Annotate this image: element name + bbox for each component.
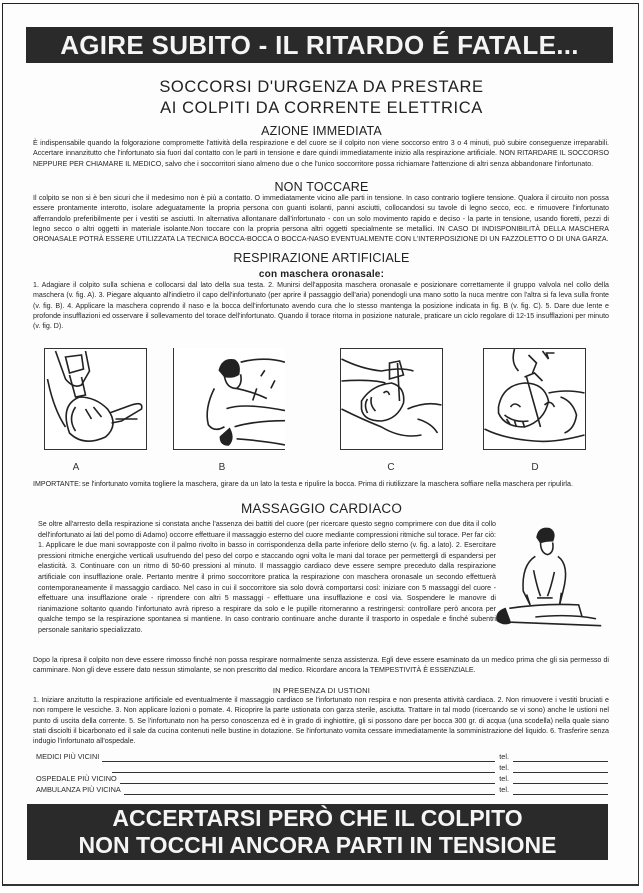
contact-label-ambulanza: AMBULANZA PIÙ VICINA: [36, 785, 121, 794]
non-toccare-text: Il colpito se non si è ben sicuri che il medesimo non è più a contatto. O immediatamente vicino alle parti in tensione. In caso contrario togliere tensione. Qualora il circuito non possa essere prontamente interotto, isolare adeguatamente la propria persona con guanti isolanti, panni asciutti, collocandosi su tavole di legno secco, ecc. e rimuovere l'infortunato afferrandolo preferibilmente per i vestiti se asciutti. In alternativa allontanare dall'infortunato - con un solo movimento rapido e deciso - la parte in tensione, usando fioretti, pezzi di legno secco o altri oggetti in materiale isolante.Non toccare con la propria persona altri oggetti specialmente se metallici. IN CASO DI INDISPONIBILITÀ DELLA MASCHERA ORONASALE POTRÀ ESSERE UTILIZZATA LA TECNICA BOCCA-BOCCA O BOCCA-NASO EVENTUALMENTE CON L'INTERPOSIZIONE DI UN FAZZOLETTO O DI UNA GARZA.: [33, 194, 609, 244]
tel-label-ambulanza: tel.: [499, 785, 509, 794]
tel-field-medici-2[interactable]: [513, 765, 608, 773]
bottom-banner-line-2: NON TOCCHI ANCORA PARTI IN TENSIONE: [78, 832, 557, 858]
bottom-banner-line-1: ACCERTARSI PERÒ CHE IL COLPITO: [112, 805, 523, 831]
azione-immediata-text: È indispensabile quando la folgorazione compromette l'attività della respirazione e del cuore se il colpito non viene soccorso entro 3 o 4 minuti, può subire conseguenze irreparabili. Accertare innanzitutto che l'infortunato sia fuori dal contatto con le parti in tensione e dare quindi immediatamente inizio alla respirazione artificiale. NON RITARDARE IL SOCCORSO NEPPURE PER CHIAMARE IL MEDICO, salvo che i soccorritori siano almeno due o che l'unico soccorritore possa richiamare l'attenzione di altri senza abbandonare l'infortunato.: [33, 139, 609, 168]
tel-label-ospedale: tel.: [499, 774, 509, 783]
contact-name-field-ospedale[interactable]: [120, 776, 496, 784]
bottom-warning-banner: [27, 804, 608, 860]
tel-label-medici-2: tel.: [499, 763, 509, 772]
heading-azione-immediata: AZIONE IMMEDIATA: [261, 124, 382, 138]
top-banner-text: AGIRE SUBITO - IL RITARDO É FATALE...: [60, 30, 579, 60]
top-warning-banner: [26, 27, 613, 63]
heading-massaggio-cardiaco: MASSAGGIO CARDIACO: [240, 501, 403, 516]
subheading-maschera-oronasale: con maschera oronasale:: [258, 269, 385, 280]
insufflation-illustration-icon: [484, 349, 585, 449]
figure-c-label: C: [387, 462, 395, 473]
cardiac-massage-icon: [492, 518, 622, 638]
contact-name-field-medici-2[interactable]: [112, 765, 495, 773]
ustioni-text: 1. Iniziare anzitutto la respirazione artificiale ed eventualmente il massaggio cardiaco se l'infortunato non respira e non presenta attività cardiaca. 2. Non rimuovere i vestiti bruciati e non rompere le vesciche. 3. Non applicare lozioni o pomate. 4. Ricoprire la parte ustionata con garza sterile, asciutta. Trattare in tal modo (ricercando se vi sono) anche le ustioni nel punto di uscita della corrente. 5. Se l'infortunato non ha perso conoscenza ed è in grado di inghiottire, gli si possono dare per bocca 300 gr. di acqua (una scodella) nella quale siano stati disciolti il bicarbonato ed il sale da cucina contenuti nelle bustine in dotazione. Se l'infortunato vomita cessare immediatamente la somministrazione del liquido. 6. Trasferire senza indugio l'infortunato all'ospedale.: [33, 696, 609, 746]
contact-name-field-ambulanza[interactable]: [124, 787, 496, 795]
contact-row-ospedale: [36, 774, 608, 784]
respirazione-text: 1. Adagiare il colpito sulla schiena e collocarsi dal lato della sua testa. 2. Munirsi dell'apposita maschera oronasale e posizionare correttamente il gruppo valvola nel collo della maschera (v. fig. A). 3. Piegare alquanto all'indietro il capo dell'infortunato (per aprire il passaggio dell'aria) ponendogli una mano sotto la nuca mentre con l'altra si fa leva sulla fronte (v. fig. B). 4. Applicare la maschera coprendo il naso e la bocca dell'infortunato avendo cura che lo stesso mantenga la posizione indicata in fig. B (v. fig. C). 5. Dare due lente e profonde insufflazioni ed osservare il sollevamento del torace dell'infortunato. Quando il torace ritorna in posizione naturale, praticare un ciclo regolare di 12-15 insufflazioni per minuto (v. fig. D).: [33, 281, 609, 331]
tel-field-ospedale[interactable]: [513, 776, 608, 784]
figure-a-label: A: [72, 462, 80, 473]
mask-valve-illustration-icon: [45, 349, 146, 449]
figure-d-label: D: [531, 462, 539, 473]
contact-row-medici: [36, 752, 608, 762]
massaggio-cardiaco-text: Se oltre all'arresto della respirazione si constata anche l'assenza dei battiti del cuore (per ricercare questo segno comprimere con due dita il collo dell'infortunato ai lati del pomo di Adamo) occorre effettuare il massaggio esterno del cuore mediante compressioni ritmiche sul torace. Per far ciò: 1. Applicare le due mani sovrapposte con il palmo rivolto in basso in corrispondenza della parte inferiore dello sterno (v. fig. a lato). 2. Esercitare pressioni ritmiche energiche verticali usufruendo del peso del corpo e staccando ogni volta le mani dal torace per permettergli di espandersi per elasticità. 3. Continuare con un ritmo di 50-60 pressioni al minuto. Il massaggio cardiaco deve essere sempre preceduto dalla respirazione artificiale con insufflazione orale. Pertanto mentre il primo soccorritore pratica la respirazione con maschera oronasale un secondo effettuerà contemporaneamente il massaggio cardiaco. Nel caso in cui il soccorritore sia solo dovrà comportarsi così: iniziare con 5 massaggi del cuore - effettuare una insufflazione orale - riprendere con altri 5 massaggi - effettuare una insufflazione e così via. Sospendere le manovre di rianimazione soltanto quando l'infortunato avrà ripreso a respirare da solo e le pupille ritorneranno a restringersi: controllare però ancora per qualche tempo se la respirazione spontanea si mantiene. In caso contrario continuare anche durante il trasporto in ospedale e finché subentri personale sanitario specializzato.: [38, 520, 496, 634]
contact-label-ospedale: OSPEDALE PIÙ VICINO: [36, 774, 117, 783]
figure-d-insufflation: [483, 348, 586, 450]
cardiac-massage-illustration: [492, 518, 622, 638]
contact-row-medici-2: [36, 763, 608, 773]
after-recovery-text: Dopo la ripresa il colpito non deve essere rimosso finché non possa respirare normalmente senza assistenza. Egli deve essere esaminato da un medico prima che gli sia permesso di camminare. Non gli deve essere dato nessun stimolante, se non prescritto dal medico. Ricordare ancora la TEMPESTIVITÀ È ESSENZIALE.: [33, 656, 609, 675]
important-label: IMPORTANTE:: [33, 480, 81, 488]
tel-field-medici[interactable]: [513, 754, 608, 762]
tel-label-medici: tel.: [499, 752, 509, 761]
heading-non-toccare: NON TOCCARE: [274, 180, 369, 194]
contact-name-field-medici[interactable]: [102, 754, 495, 762]
figure-b-head-tilt: [173, 348, 285, 450]
heading-respirazione-artificiale: RESPIRAZIONE ARTIFICIALE: [233, 251, 410, 265]
contact-row-ambulanza: [36, 785, 608, 795]
poster-title-line-1: SOCCORSI D'URGENZA DA PRESTARE: [159, 78, 484, 96]
head-tilt-illustration-icon: [174, 348, 285, 449]
poster-title-line-2: AI COLPITI DA CORRENTE ELETTRICA: [160, 99, 483, 117]
mask-applied-illustration-icon: [341, 349, 442, 449]
figure-a-mask-valve: [44, 348, 147, 450]
figure-b-label: B: [218, 462, 226, 473]
contact-label-medici: MEDICI PIÙ VICINI: [36, 752, 100, 761]
heading-ustioni: IN PRESENZA DI USTIONI: [272, 686, 371, 695]
important-text: se l'infortunato vomita togliere la maschera, girare da un lato la testa e ripulire la bocca. Prima di riutilizzare la maschera soffiare nella maschera per ripulirla.: [82, 480, 573, 488]
tel-field-ambulanza[interactable]: [513, 787, 608, 795]
figure-c-mask-applied: [340, 348, 443, 450]
